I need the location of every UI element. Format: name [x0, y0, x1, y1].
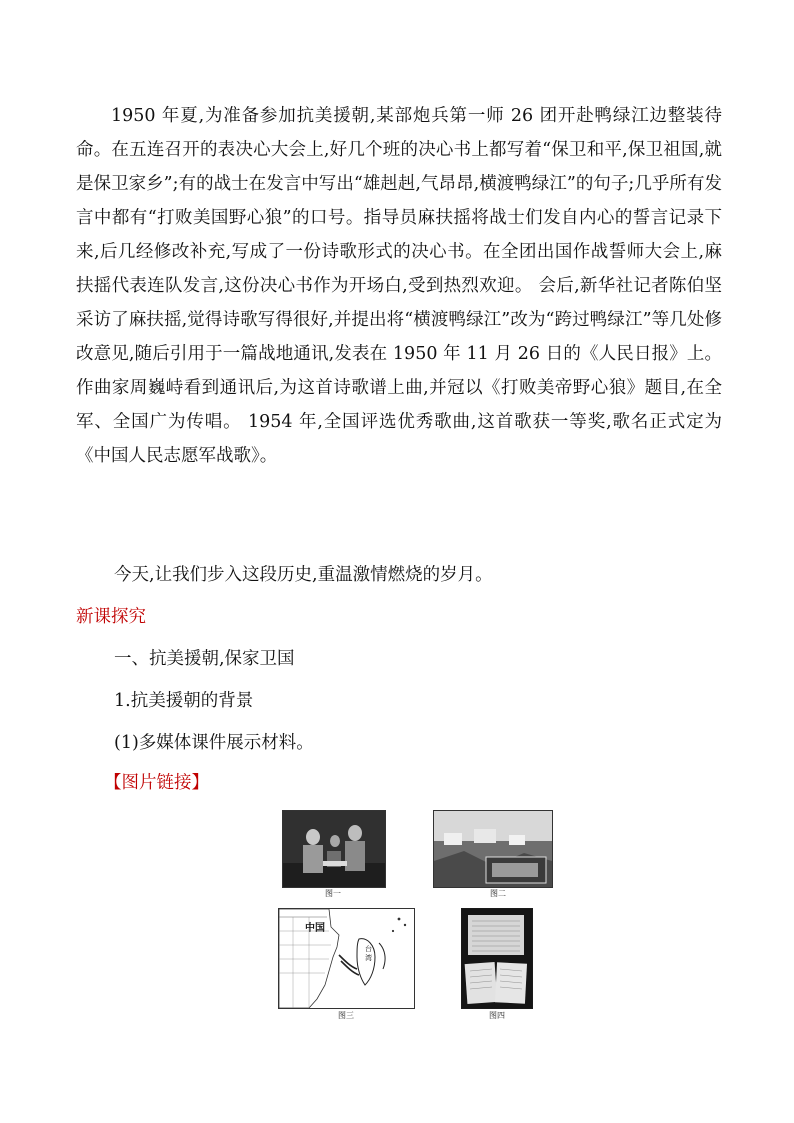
documents-image — [462, 909, 532, 1008]
figure-2-caption: 图二 — [490, 889, 506, 898]
heading-level-2: 1.抗美援朝的背景 — [114, 691, 254, 711]
picture-link-label: 【图片链接】 — [104, 773, 209, 793]
section-title: 新课探究 — [76, 607, 146, 627]
figure-1-caption: 图一 — [325, 889, 341, 898]
map-label-taiwan-char-2: 湾 — [365, 954, 372, 962]
figure-2-photo — [433, 810, 553, 888]
map-label-china: 中国 — [305, 923, 325, 934]
figure-4-photo — [461, 908, 533, 1009]
heading-level-1: 一、抗美援朝,保家卫国 — [114, 649, 295, 669]
intro-paragraph-2: 今天,让我们步入这段历史,重温激情燃烧的岁月。 — [114, 565, 493, 585]
figure-1-photo — [282, 810, 386, 888]
taiwan-strait-map — [279, 909, 414, 1008]
ruined-village-image — [434, 811, 552, 887]
map-label-taiwan-char-1: 台 — [365, 945, 372, 953]
figure-3-caption: 图三 — [338, 1011, 354, 1020]
map-label-taiwan — [365, 945, 372, 963]
press-conference-image — [283, 811, 385, 887]
heading-level-3: (1)多媒体课件展示材料。 — [114, 733, 314, 753]
intro-paragraph-1: 1950 年夏,为准备参加抗美援朝,某部炮兵第一师 26 团开赴鸭绿江边整装待命。在五连召开的表决心大会上,好几个班的决心书上都写着“保卫和平,保卫祖国,就是保卫家乡”;有的战士在发言中写出“雄赳赳,气昂昂,横渡鸭绿江”的句子;几乎所有发言中都有“打败美国野心狼”的口号。指导员麻扶摇将战士们发自内心的誓言记录下来,后几经修改补充,写成了一份诗歌形式的决心书。在全团出国作战誓师大会上,麻扶摇代表连队发言,这份决心书作为开场白,受到热烈欢迎。 会后,新华社记者陈伯坚采访了麻扶摇,觉得诗歌写得很好,并提出将“横渡鸭绿江”改为“跨过鸭绿江”等几处修改意见,随后引用于一篇战地通讯,发表在 1950 年 11 月 26 日的《人民日报》上。 作曲家周巍峙看到通讯后,为这首诗歌谱上曲,并冠以《打败美帝野心狼》题目,在全军、全国广为传唱。 1954 年,全国评选优秀歌曲,这首歌获一等奖,歌名正式定为《中国人民志愿军战歌》。 — [76, 106, 722, 466]
figure-4-caption: 图四 — [489, 1011, 505, 1020]
figure-3-map — [278, 908, 415, 1009]
